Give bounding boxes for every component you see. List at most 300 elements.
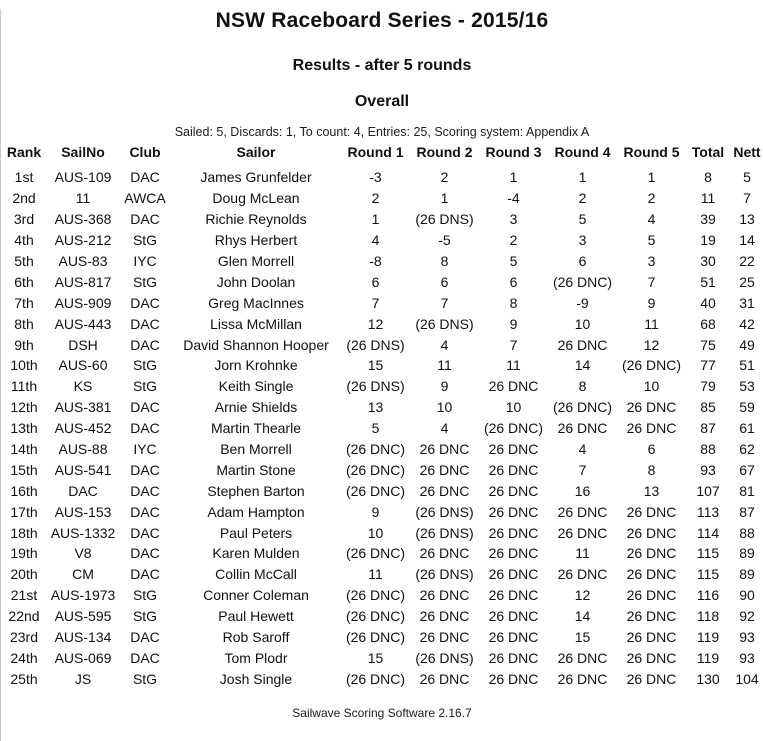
- table-cell: CM: [72, 566, 94, 583]
- table-cell: 62: [739, 441, 755, 458]
- table-row: [1, 209, 763, 230]
- table-cell: (26 DNC): [552, 399, 613, 416]
- table-cell: 1: [371, 211, 380, 228]
- table-cell: 26 DNC: [488, 524, 539, 541]
- table-cell: 6th: [14, 273, 34, 290]
- table-cell: DAC: [130, 629, 160, 646]
- table-cell: 26 DNC: [557, 503, 608, 520]
- table-cell: 51: [700, 273, 716, 290]
- table-cell: 3rd: [13, 211, 35, 228]
- table-row: [1, 668, 763, 689]
- table-cell: 26 DNC: [419, 441, 470, 458]
- table-cell: 26 DNC: [626, 399, 677, 416]
- table-cell: 26 DNC: [488, 441, 539, 458]
- column-header: Club: [129, 144, 161, 160]
- table-cell: Martin Stone: [216, 461, 296, 478]
- table-cell: 13: [739, 211, 755, 228]
- table-cell: 68: [700, 315, 716, 332]
- table-cell: Tom Plodr: [224, 649, 288, 666]
- table-cell: 4th: [14, 232, 34, 249]
- table-cell: 26 DNC: [626, 587, 677, 604]
- table-cell: 8: [704, 169, 712, 186]
- page-subtitle: Results - after 5 rounds: [292, 57, 472, 74]
- section-title: Overall: [354, 93, 410, 110]
- table-cell: AUS-109: [54, 169, 112, 186]
- table-row: [1, 355, 763, 376]
- table-row: [1, 543, 763, 564]
- table-cell: AUS-443: [54, 315, 112, 332]
- table-cell: 26 DNC: [626, 545, 677, 562]
- table-row: [1, 376, 763, 397]
- table-cell: Jorn Krohnke: [214, 357, 298, 374]
- table-cell: 26 DNC: [488, 587, 539, 604]
- table-cell: StG: [132, 232, 158, 249]
- table-cell: (26 DNS): [346, 378, 405, 395]
- table-cell: 79: [700, 378, 716, 395]
- table-cell: AUS-381: [54, 399, 112, 416]
- table-cell: 26 DNC: [419, 545, 470, 562]
- table-cell: AWCA: [124, 190, 166, 207]
- series-summary: Sailed: 5, Discards: 1, To count: 4, Entries: 25, Scoring system: Appendix A: [174, 125, 590, 139]
- table-cell: AUS-368: [54, 211, 112, 228]
- table-cell: IYC: [133, 441, 157, 458]
- table-cell: 26 DNC: [488, 566, 539, 583]
- table-cell: Stephen Barton: [207, 482, 305, 499]
- table-cell: 2nd: [12, 190, 36, 207]
- table-cell: 26 DNC: [488, 503, 539, 520]
- table-cell: 81: [739, 482, 755, 499]
- table-cell: 104: [735, 670, 759, 687]
- table-cell: 26 DNC: [557, 649, 608, 666]
- table-cell: 9: [371, 503, 380, 520]
- table-cell: 119: [696, 629, 720, 646]
- table-cell: 26 DNC: [488, 461, 539, 478]
- table-cell: -4: [507, 190, 520, 207]
- table-cell: 30: [700, 253, 716, 269]
- column-header: SailNo: [61, 144, 105, 160]
- table-cell: (26 DNC): [345, 441, 406, 458]
- table-cell: AUS-60: [58, 357, 108, 374]
- table-cell: Ben Morrell: [220, 441, 292, 458]
- table-cell: 6: [440, 273, 449, 290]
- table-cell: 8th: [14, 315, 34, 332]
- table-cell: 11: [506, 357, 521, 374]
- table-cell: 77: [700, 357, 716, 374]
- table-cell: (26 DNS): [415, 649, 474, 666]
- table-row: [1, 647, 763, 668]
- table-cell: (26 DNC): [552, 273, 613, 290]
- column-header: Total: [691, 144, 725, 160]
- table-row: [1, 313, 763, 334]
- table-cell: 26 DNC: [488, 545, 539, 562]
- table-cell: David Shannon Hooper: [183, 336, 329, 353]
- table-cell: AUS-595: [54, 608, 112, 625]
- table-cell: (26 DNS): [415, 503, 474, 520]
- table-cell: AUS-153: [54, 503, 112, 520]
- table-row: [1, 480, 763, 501]
- table-cell: StG: [132, 587, 158, 604]
- table-cell: 26 DNC: [488, 649, 539, 666]
- table-cell: 5: [578, 211, 587, 228]
- table-cell: 8: [440, 253, 449, 269]
- table-cell: 7: [440, 294, 449, 311]
- table-cell: 26 DNC: [488, 378, 539, 395]
- table-header-row: [1, 141, 763, 167]
- table-cell: AUS-817: [54, 273, 112, 290]
- table-cell: 14th: [10, 441, 38, 458]
- table-cell: 12: [367, 315, 384, 332]
- table-cell: 13th: [10, 420, 38, 437]
- table-cell: 130: [696, 670, 720, 687]
- table-cell: AUS-1332: [50, 524, 116, 541]
- table-cell: Martin Thearle: [210, 420, 301, 437]
- table-cell: 85: [700, 399, 716, 416]
- table-cell: StG: [132, 670, 158, 687]
- table-cell: 89: [739, 566, 755, 583]
- table-cell: 4: [440, 336, 449, 353]
- table-cell: 92: [739, 608, 755, 625]
- table-cell: 26 DNC: [419, 608, 470, 625]
- table-cell: 2: [647, 190, 656, 207]
- table-cell: 116: [696, 587, 720, 604]
- table-cell: (26 DNC): [345, 608, 406, 625]
- table-cell: 3: [647, 253, 656, 269]
- table-cell: (26 DNC): [345, 461, 406, 478]
- table-cell: DAC: [68, 482, 98, 499]
- table-cell: 113: [696, 503, 720, 520]
- table-cell: 12: [574, 587, 591, 604]
- table-cell: 26 DNC: [626, 503, 677, 520]
- table-cell: 93: [739, 629, 755, 646]
- table-cell: 23rd: [9, 629, 39, 646]
- table-row: [1, 459, 763, 480]
- table-cell: 49: [739, 336, 755, 353]
- table-cell: 3: [509, 211, 518, 228]
- results-table-body: [1, 167, 763, 689]
- table-cell: 10: [643, 378, 660, 395]
- table-cell: James Grunfelder: [200, 169, 312, 186]
- table-cell: 119: [696, 649, 720, 666]
- table-cell: 26 DNC: [557, 566, 608, 583]
- table-cell: 17th: [10, 503, 38, 520]
- table-cell: 26 DNC: [419, 670, 470, 687]
- table-cell: 18th: [10, 524, 38, 541]
- table-cell: DAC: [130, 399, 160, 416]
- table-cell: 6: [647, 441, 656, 458]
- table-cell: AUS-909: [54, 294, 112, 311]
- table-cell: 114: [696, 524, 720, 541]
- table-cell: DAC: [130, 211, 160, 228]
- table-cell: DSH: [68, 336, 98, 353]
- table-cell: 51: [739, 357, 755, 374]
- table-cell: 1: [509, 169, 518, 186]
- table-cell: 11: [437, 357, 452, 374]
- table-cell: 115: [696, 545, 720, 562]
- table-cell: 26 DNC: [488, 670, 539, 687]
- table-cell: Rob Saroff: [222, 629, 290, 646]
- table-cell: JS: [74, 670, 92, 687]
- table-row: [1, 564, 763, 585]
- table-cell: 26 DNC: [626, 670, 677, 687]
- table-cell: 4: [647, 211, 656, 228]
- table-cell: 6: [509, 273, 518, 290]
- table-cell: 26 DNC: [419, 587, 470, 604]
- table-cell: DAC: [130, 336, 160, 353]
- table-cell: 88: [700, 441, 716, 458]
- table-cell: Paul Peters: [219, 524, 293, 541]
- table-cell: 7: [647, 273, 656, 290]
- table-cell: (26 DNS): [415, 315, 474, 332]
- table-cell: 12: [643, 336, 660, 353]
- table-cell: DAC: [130, 566, 160, 583]
- table-cell: (26 DNC): [345, 629, 406, 646]
- table-cell: 90: [739, 587, 755, 604]
- table-cell: 10: [436, 399, 453, 416]
- table-cell: Josh Single: [219, 670, 293, 687]
- software-credit: Sailwave Scoring Software 2.16.7: [292, 706, 472, 721]
- table-row: [1, 292, 763, 313]
- table-cell: DAC: [130, 649, 160, 666]
- table-cell: 1: [440, 190, 449, 207]
- table-cell: 10: [574, 315, 591, 332]
- column-header: Round 1: [347, 144, 404, 160]
- table-cell: DAC: [130, 524, 160, 541]
- table-cell: (26 DNC): [345, 587, 406, 604]
- table-cell: -5: [438, 232, 451, 249]
- table-row: [1, 271, 763, 292]
- table-cell: 13: [643, 482, 660, 499]
- table-cell: (26 DNC): [345, 545, 406, 562]
- table-cell: 10: [505, 399, 522, 416]
- table-cell: 26 DNC: [626, 649, 677, 666]
- table-cell: 31: [739, 294, 755, 311]
- table-cell: 10th: [10, 357, 38, 374]
- table-cell: 42: [739, 315, 755, 332]
- table-cell: Keith Single: [218, 378, 294, 395]
- table-cell: 14: [739, 232, 755, 249]
- table-cell: 26 DNC: [626, 629, 677, 646]
- table-cell: 3: [578, 232, 587, 249]
- table-cell: 15: [367, 357, 384, 374]
- table-cell: Doug McLean: [212, 190, 300, 207]
- table-row: [1, 418, 763, 439]
- table-cell: 11th: [10, 378, 38, 395]
- table-cell: 11: [368, 566, 383, 583]
- table-cell: AUS-134: [54, 629, 112, 646]
- table-cell: 87: [739, 503, 755, 520]
- table-cell: 15: [367, 649, 384, 666]
- table-cell: Adam Hampton: [207, 503, 305, 520]
- table-row: [1, 397, 763, 418]
- table-cell: AUS-212: [54, 232, 112, 249]
- table-cell: 11: [700, 190, 716, 207]
- table-cell: 40: [700, 294, 716, 311]
- table-cell: 11: [75, 190, 91, 207]
- table-cell: (26 DNC): [483, 420, 544, 437]
- table-cell: 93: [700, 461, 716, 478]
- table-cell: 53: [739, 378, 755, 395]
- table-cell: 15th: [10, 461, 38, 478]
- table-cell: 107: [696, 482, 720, 499]
- table-row: [1, 334, 763, 355]
- table-cell: 26 DNC: [557, 670, 608, 687]
- table-cell: 59: [739, 399, 755, 416]
- table-cell: 25th: [10, 670, 38, 687]
- table-cell: 5: [647, 232, 656, 249]
- table-cell: 115: [696, 566, 720, 583]
- table-cell: 118: [696, 608, 720, 625]
- table-row: [1, 627, 763, 648]
- table-cell: 2: [578, 190, 587, 207]
- table-cell: 26 DNC: [626, 566, 677, 583]
- table-row: [1, 439, 763, 460]
- column-header: Round 5: [623, 144, 680, 160]
- table-cell: 10: [367, 524, 384, 541]
- table-cell: DAC: [130, 315, 160, 332]
- table-cell: 12th: [10, 399, 38, 416]
- table-cell: 7: [578, 461, 587, 478]
- table-cell: Paul Hewett: [218, 608, 294, 625]
- table-cell: DAC: [130, 169, 160, 186]
- table-cell: DAC: [130, 545, 160, 562]
- table-cell: 26 DNC: [626, 608, 677, 625]
- table-row: [1, 501, 763, 522]
- table-cell: 1: [647, 169, 656, 186]
- table-cell: 14: [574, 357, 591, 374]
- table-cell: StG: [132, 273, 158, 290]
- table-row: [1, 230, 763, 251]
- table-cell: 26 DNC: [488, 629, 539, 646]
- table-row: [1, 251, 763, 272]
- column-header: Rank: [6, 144, 42, 160]
- table-cell: 9th: [14, 336, 34, 353]
- table-cell: -8: [369, 253, 382, 269]
- table-cell: AUS-069: [54, 649, 112, 666]
- table-cell: Rhys Herbert: [214, 232, 298, 249]
- table-cell: (26 DNC): [621, 357, 682, 374]
- table-cell: 8: [647, 461, 656, 478]
- table-cell: 16th: [10, 482, 38, 499]
- table-cell: 26 DNC: [419, 629, 470, 646]
- table-cell: 22nd: [8, 608, 40, 625]
- table-cell: Conner Coleman: [203, 587, 309, 604]
- table-cell: 26 DNC: [419, 461, 470, 478]
- table-cell: IYC: [133, 253, 157, 269]
- table-cell: DAC: [130, 503, 160, 520]
- column-header: Sailor: [236, 144, 276, 160]
- table-cell: (26 DNS): [415, 524, 474, 541]
- table-cell: (26 DNC): [345, 670, 406, 687]
- table-cell: AUS-541: [54, 461, 112, 478]
- table-cell: -3: [369, 169, 382, 186]
- table-cell: 93: [739, 649, 755, 666]
- results-page: [1, 9, 763, 720]
- table-cell: 26 DNC: [626, 524, 677, 541]
- table-cell: StG: [132, 378, 158, 395]
- table-cell: 89: [739, 545, 755, 562]
- table-cell: 88: [739, 524, 755, 541]
- table-cell: StG: [132, 357, 158, 374]
- table-cell: 24th: [10, 649, 38, 666]
- table-cell: 9: [509, 315, 518, 332]
- table-cell: Karen Mulden: [212, 545, 300, 562]
- table-cell: 7: [743, 190, 751, 207]
- table-cell: 87: [700, 420, 716, 437]
- table-cell: (26 DNC): [345, 482, 406, 499]
- table-cell: John Doolan: [216, 273, 296, 290]
- results-table: [1, 141, 763, 689]
- table-cell: 2: [509, 232, 518, 249]
- table-cell: 7: [509, 336, 518, 353]
- table-cell: 11: [644, 315, 659, 332]
- table-cell: 4: [371, 232, 380, 249]
- table-cell: 19: [700, 232, 716, 249]
- table-cell: 26 DNC: [419, 482, 470, 499]
- table-cell: Glen Morrell: [217, 253, 295, 269]
- column-header: Nett: [733, 144, 761, 160]
- table-cell: AUS-88: [58, 441, 108, 458]
- table-cell: 61: [739, 420, 755, 437]
- table-cell: AUS-83: [58, 253, 108, 269]
- table-cell: Collin McCall: [215, 566, 297, 583]
- table-cell: (26 DNS): [346, 336, 405, 353]
- table-cell: 6: [578, 253, 587, 269]
- table-cell: KS: [73, 378, 93, 395]
- table-cell: 9: [440, 378, 449, 395]
- table-cell: (26 DNS): [415, 211, 474, 228]
- table-cell: 21st: [10, 587, 38, 604]
- table-cell: AUS-1973: [50, 587, 116, 604]
- table-cell: 6: [371, 273, 380, 290]
- column-header: Round 3: [485, 144, 542, 160]
- table-cell: 15: [574, 629, 591, 646]
- table-cell: 26 DNC: [626, 420, 677, 437]
- table-cell: 13: [367, 399, 384, 416]
- table-cell: 22: [739, 253, 755, 269]
- table-cell: AUS-452: [54, 420, 112, 437]
- table-cell: 67: [739, 461, 755, 478]
- table-cell: DAC: [130, 461, 160, 478]
- table-cell: 1: [578, 169, 587, 186]
- table-cell: 5: [509, 253, 518, 269]
- table-cell: DAC: [130, 294, 160, 311]
- table-cell: 39: [700, 211, 716, 228]
- table-cell: 4: [440, 420, 449, 437]
- table-cell: 26 DNC: [557, 524, 608, 541]
- table-cell: -9: [576, 294, 589, 311]
- table-row: [1, 188, 763, 209]
- table-cell: 14: [574, 608, 591, 625]
- table-cell: 5: [743, 169, 751, 186]
- table-cell: 1st: [14, 169, 34, 186]
- table-cell: 4: [578, 441, 587, 458]
- page-title: NSW Raceboard Series - 2015/16: [215, 9, 549, 32]
- table-cell: Arnie Shields: [214, 399, 298, 416]
- table-cell: 2: [440, 169, 449, 186]
- table-cell: Lissa McMillan: [210, 315, 302, 332]
- table-cell: 5th: [14, 253, 34, 269]
- table-cell: V8: [74, 545, 92, 562]
- table-cell: 19th: [10, 545, 38, 562]
- table-cell: 8: [509, 294, 518, 311]
- table-cell: 25: [739, 273, 755, 290]
- table-cell: Greg MacInnes: [208, 294, 304, 311]
- table-cell: (26 DNS): [415, 566, 474, 583]
- table-cell: Richie Reynolds: [205, 211, 307, 228]
- table-cell: DAC: [130, 420, 160, 437]
- table-cell: 7th: [14, 294, 34, 311]
- table-cell: 7: [371, 294, 380, 311]
